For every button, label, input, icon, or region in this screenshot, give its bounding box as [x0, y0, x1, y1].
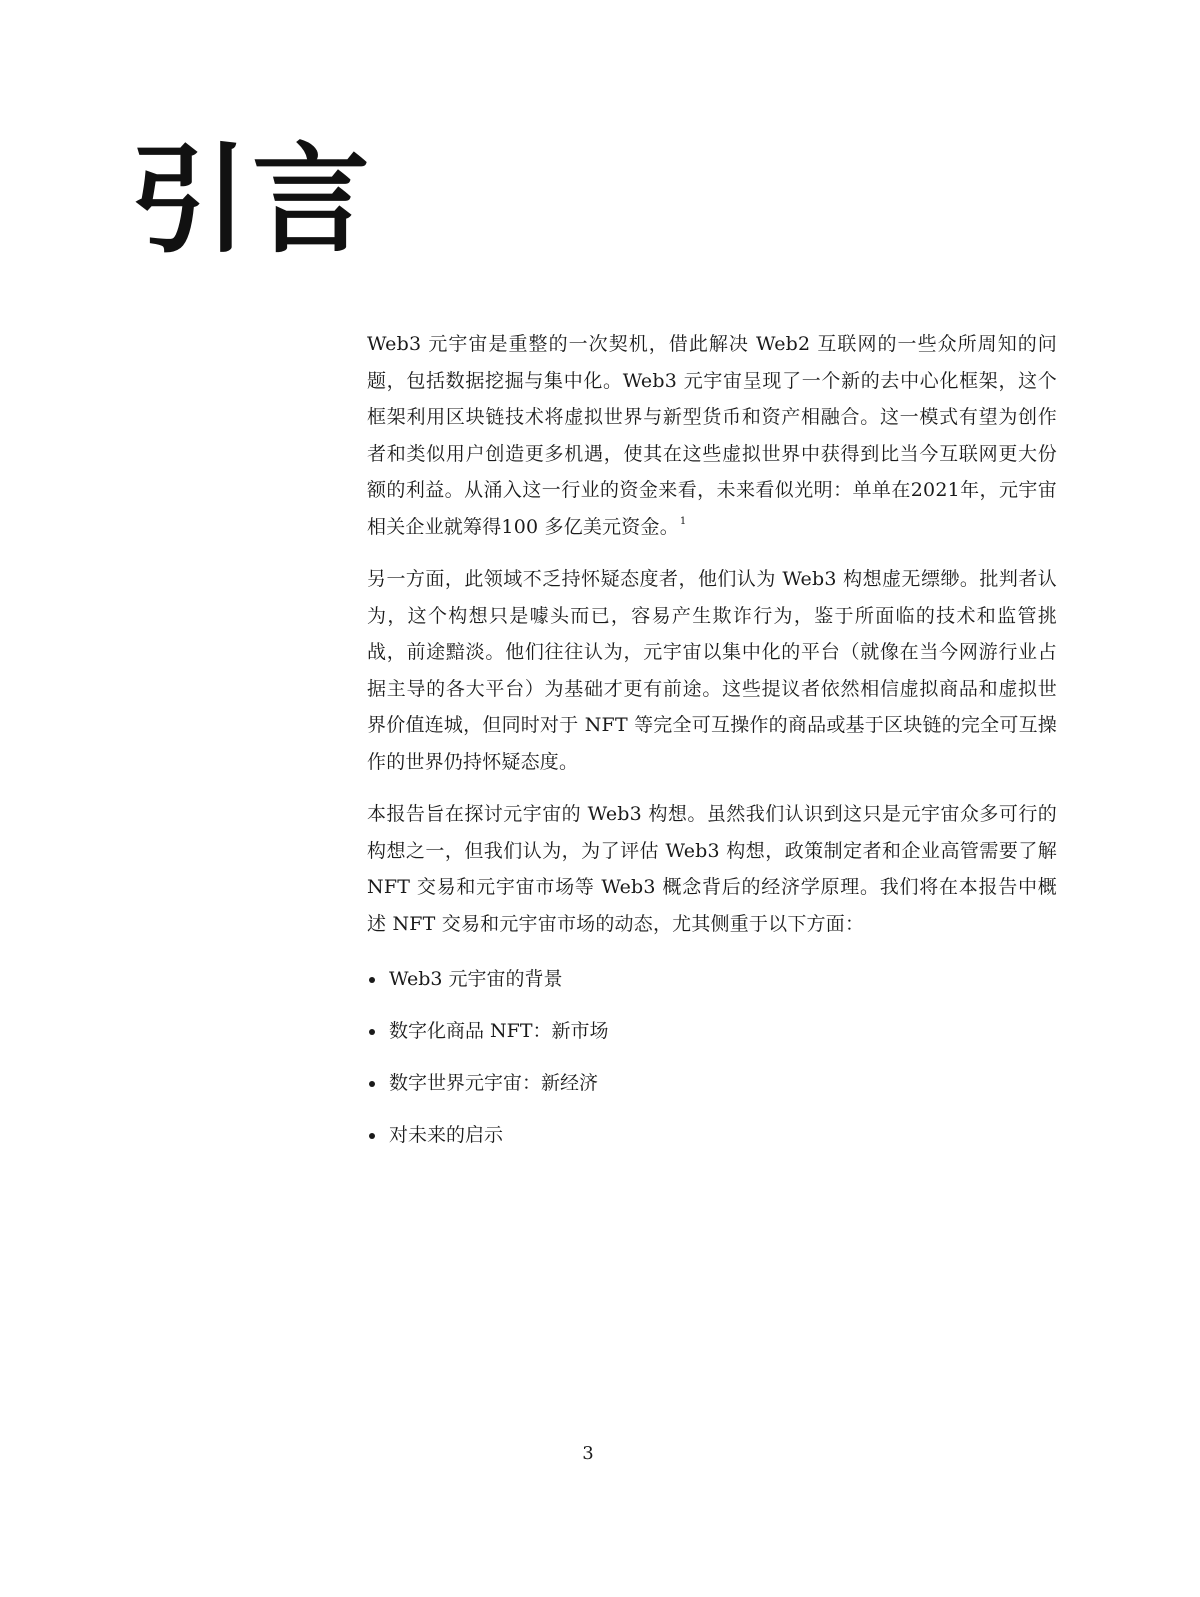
list-item-text: 对未来的启示 [389, 1124, 504, 1146]
bullet-icon [369, 1029, 375, 1035]
list-item [367, 964, 1057, 994]
topic-list [367, 964, 1057, 1150]
page-number: 3 [582, 1443, 594, 1464]
bullet-icon [369, 1133, 375, 1139]
paragraph-1-text: Web3 元宇宙是重整的一次契机，借此解决 Web2 互联网的一些众所周知的问题，包括数据挖掘与集中化。Web3 元宇宙呈现了一个新的去中心化框架，这个框架利用区块链技术将虚拟世界与新型货币和资产相融合。这一模式有望为创作者和类似用户创造更多机遇，使其在这些虚拟世界中获得到比当今互联网更大份额的利益。从涌入这一行业的资金来看，未来看似光明：单单在2021年，元宇宙相关企业就筹得100 多亿美元资金。 [367, 333, 1057, 538]
footnote-marker[interactable]: 1 [679, 515, 687, 527]
list-item [367, 1120, 1057, 1150]
list-item [367, 1068, 1057, 1098]
paragraph-3-text: 本报告旨在探讨元宇宙的 Web3 构想。虽然我们认识到这只是元宇宙众多可行的构想之一，但我们认为，为了评估 Web3 构想，政策制定者和企业高管需要了解 NFT 交易和元宇宙市场等 Web3 概念背后的经济学原理。我们将在本报告中概述 NFT 交易和元宇宙市场的动态，尤其侧重于以下方面： [367, 803, 1057, 935]
list-item-text: 数字世界元宇宙：新经济 [389, 1072, 599, 1094]
bullet-icon [369, 977, 375, 983]
list-item [367, 1016, 1057, 1046]
list-item-text: 数字化商品 NFT：新市场 [389, 1020, 609, 1042]
paragraph-3 [367, 796, 1057, 942]
body-text [367, 326, 1057, 1172]
page-title: 引言 [130, 130, 375, 269]
paragraph-1 [367, 326, 1057, 545]
paragraph-2-text: 另一方面，此领域不乏持怀疑态度者，他们认为 Web3 构想虚无缥缈。批判者认为，这个构想只是噱头而已，容易产生欺诈行为，鉴于所面临的技术和监管挑战，前途黯淡。他们往往认为，元宇宙以集中化的平台（就像在当今网游行业占据主导的各大平台）为基础才更有前途。这些提议者依然相信虚拟商品和虚拟世界价值连城，但同时对于 NFT 等完全可互操作的商品或基于区块链的完全可互操作的世界仍持怀疑态度。 [367, 568, 1057, 773]
bullet-icon [369, 1081, 375, 1087]
list-item-text: Web3 元宇宙的背景 [389, 968, 563, 990]
paragraph-2 [367, 561, 1057, 780]
